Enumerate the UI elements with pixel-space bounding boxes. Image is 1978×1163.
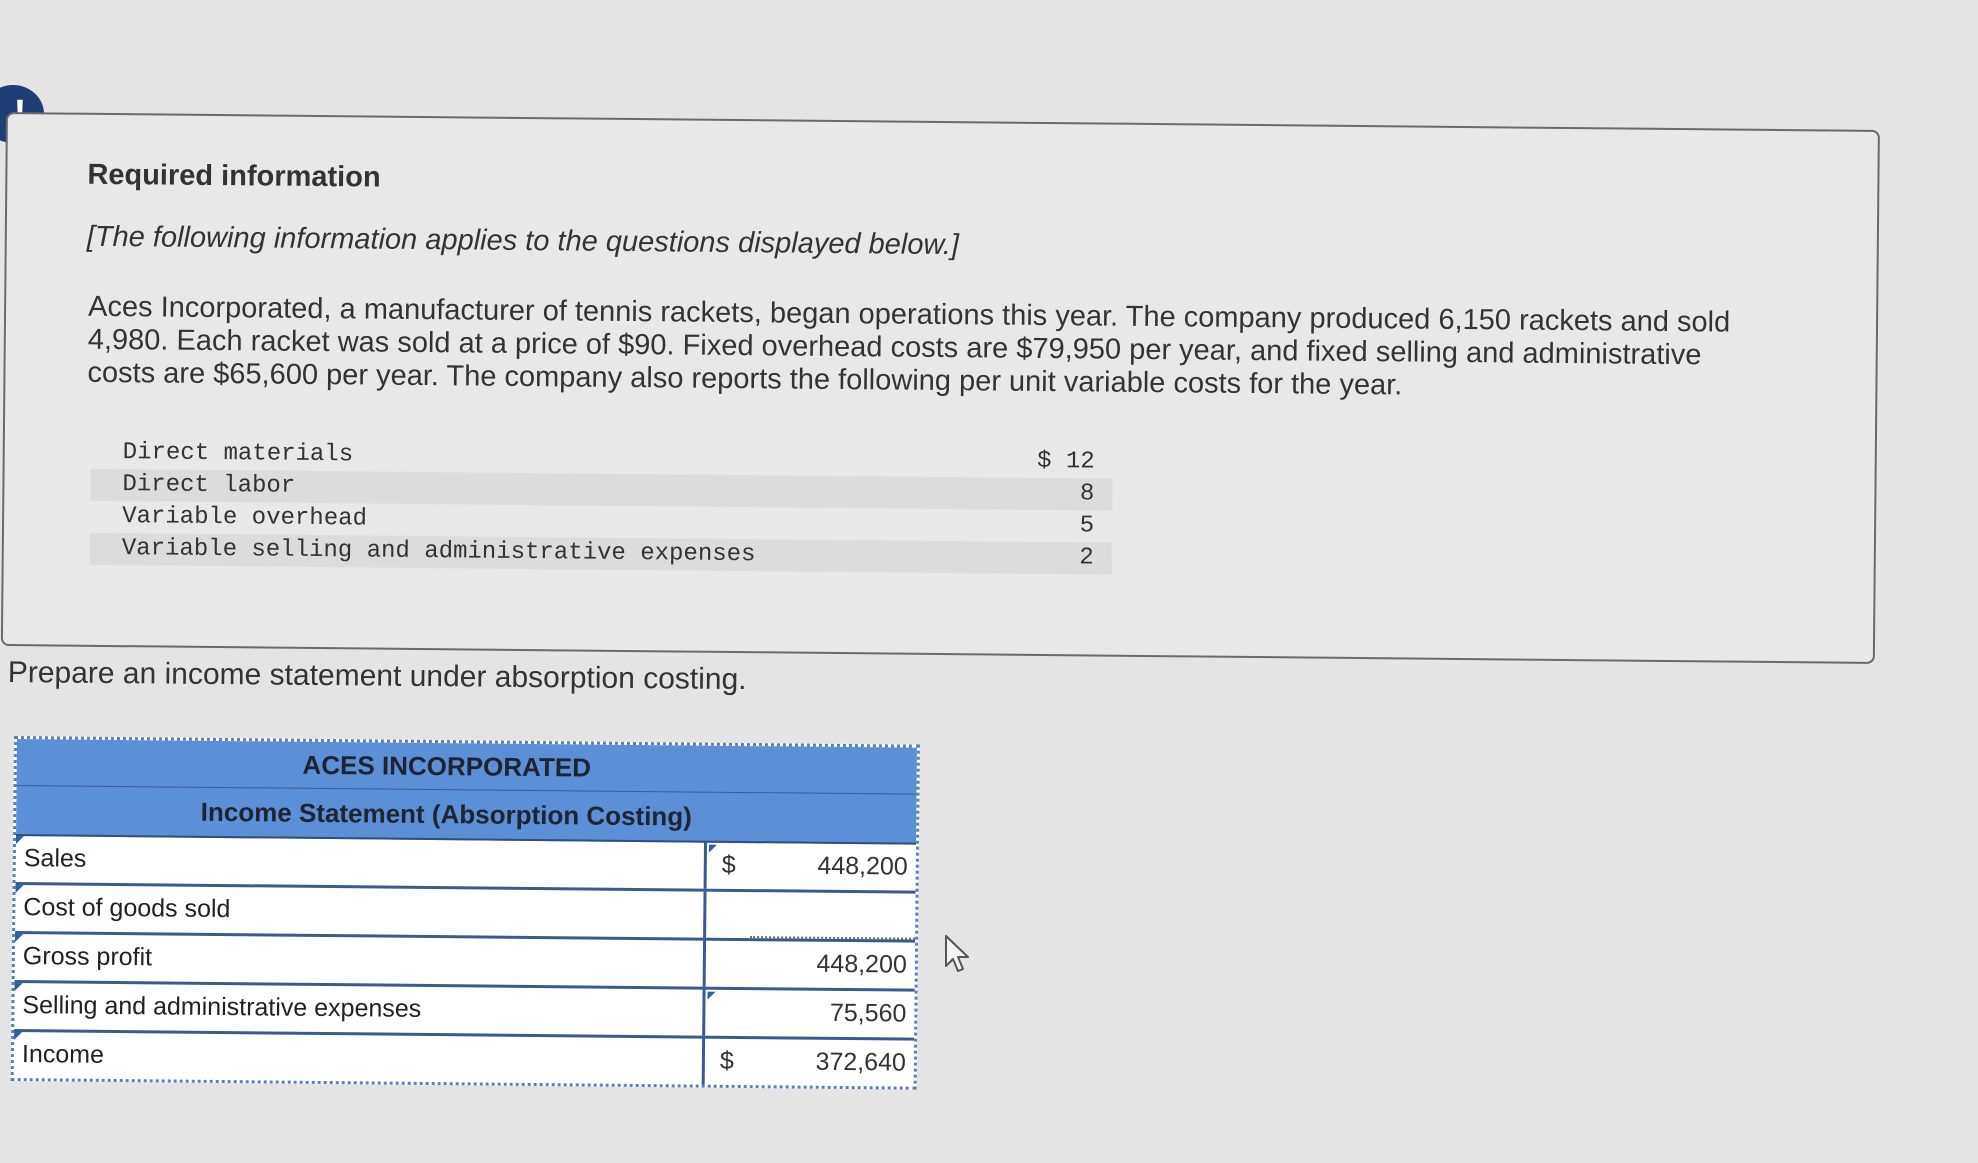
arrow-pointer-icon xyxy=(943,934,973,974)
cost-label: Direct materials xyxy=(122,439,354,469)
row-label-dropdown[interactable]: Selling and administrative expenses xyxy=(14,983,705,1036)
amount-input[interactable]: 75,560 xyxy=(829,998,907,1028)
cost-label: Variable selling and administrative expenses xyxy=(121,535,756,569)
income-statement-table xyxy=(11,736,920,1090)
table-row xyxy=(16,836,916,894)
variable-costs-table xyxy=(90,437,1113,575)
row-label-dropdown[interactable]: Gross profit xyxy=(15,934,706,987)
amount-input[interactable] xyxy=(750,892,915,940)
cost-value: 5 xyxy=(1079,512,1095,540)
currency-symbol xyxy=(706,941,750,987)
cost-label: Direct labor xyxy=(122,471,296,500)
table-row xyxy=(14,983,914,1041)
row-label-dropdown[interactable]: Income xyxy=(14,1032,705,1085)
intro-text: [The following information applies to the questions displayed below.] xyxy=(86,220,960,262)
cost-label: Variable overhead xyxy=(121,503,368,533)
cost-value: 8 xyxy=(1079,480,1095,508)
row-label-dropdown[interactable]: Cost of goods sold xyxy=(15,885,706,938)
required-information-title: Required information xyxy=(87,158,381,194)
currency-symbol: $ xyxy=(719,1046,735,1075)
currency-symbol xyxy=(706,892,750,938)
company-name: ACES INCORPORATED xyxy=(17,739,917,795)
amount-input[interactable]: 448,200 xyxy=(817,851,908,881)
statement-header xyxy=(16,739,917,845)
currency-symbol xyxy=(705,990,749,1036)
table-row xyxy=(15,934,915,992)
amount-input[interactable]: 448,200 xyxy=(816,949,907,979)
problem-description: Aces Incorporated, a manufacturer of tennis rackets, began operations this year. The company produced 6,150 rackets and sold 4,980. Each racket was sold at a price of $90. Fixed overhead costs are $79,950 per year, and fixed selling and administrative costs are $65,600 per year. The company also reports the following per unit variable costs for the year. xyxy=(87,290,1731,402)
cost-value: 2 xyxy=(1079,544,1094,572)
row-label-dropdown[interactable]: Sales xyxy=(16,836,707,889)
currency-symbol: $ xyxy=(707,843,751,889)
table-row xyxy=(14,1032,914,1087)
cost-value: $ 12 xyxy=(1036,447,1095,476)
table-row xyxy=(15,885,915,943)
amount-input[interactable]: 372,640 xyxy=(815,1047,907,1077)
required-information-panel xyxy=(1,112,1880,664)
question-prompt: Prepare an income statement under absorption costing. xyxy=(7,656,747,697)
statement-title: Income Statement (Absorption Costing) xyxy=(200,796,692,832)
